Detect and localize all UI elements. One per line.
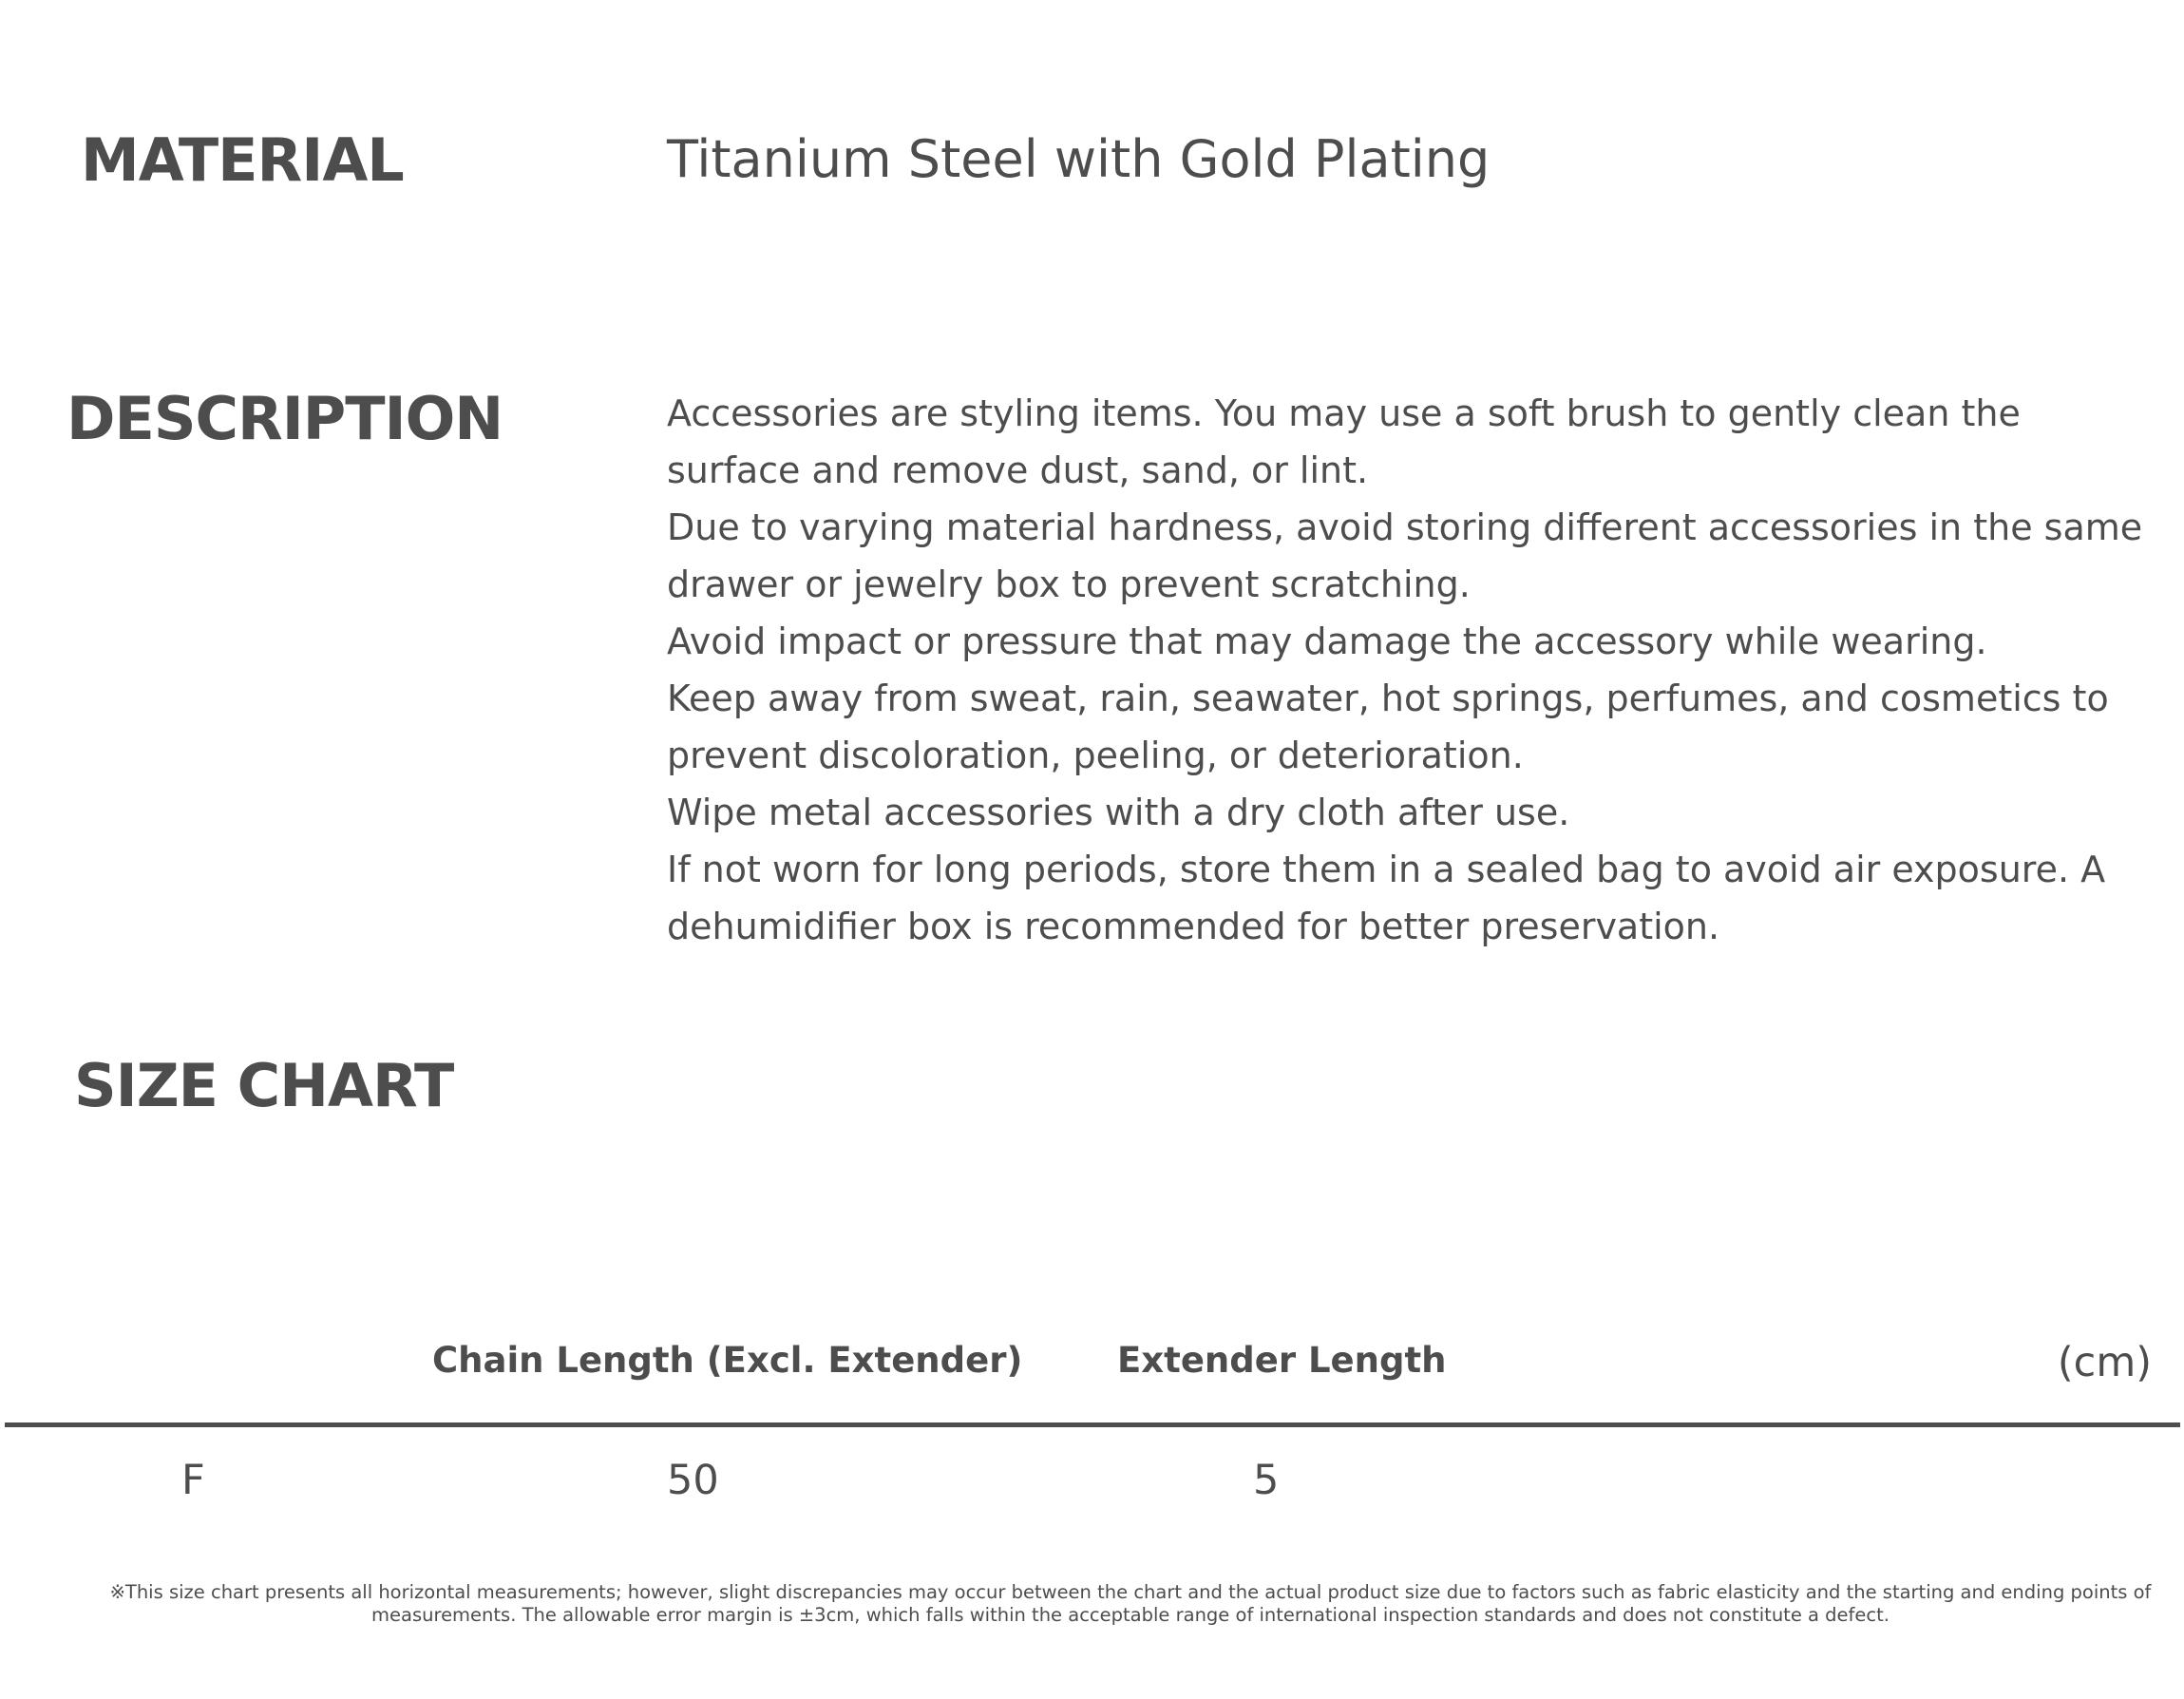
- description-paragraph: Due to varying material hardness, avoid storing different accessories in the same drawer or jewelry box to prevent scratching.: [667, 506, 2143, 605]
- cell-extender-length: 5: [1253, 1457, 1280, 1504]
- description-paragraph: Wipe metal accessories with a dry cloth after use.: [667, 792, 1570, 833]
- column-header-chain-length: Chain Length (Excl. Extender): [432, 1340, 1023, 1381]
- description-text: [667, 385, 2149, 955]
- size-chart-footnote: ※This size chart presents all horizontal measurements; however, slight discrepancies may occur between the chart and the actual product size due to factors such as fabric elasticity and the starting and ending points of measurements. The allowable error margin is ±3cm, which falls within the acceptable range of international inspection standards and does not constitute a defect.: [109, 1581, 2152, 1626]
- column-header-extender-length: Extender Length: [1117, 1340, 1447, 1381]
- material-value: Titanium Steel with Gold Plating: [667, 129, 1491, 189]
- cell-chain-length: 50: [667, 1457, 719, 1504]
- description-paragraph: Keep away from sweat, rain, seawater, hot springs, perfumes, and cosmetics to prevent discoloration, peeling, or deterioration.: [667, 678, 2109, 776]
- unit-label: (cm): [2057, 1339, 2152, 1386]
- material-heading: MATERIAL: [81, 125, 404, 195]
- table-divider: [5, 1422, 2180, 1427]
- description-paragraph: If not worn for long periods, store them in a sealed bag to avoid air exposure. A dehumidifier box is recommended for better preservation.: [667, 849, 2106, 947]
- cell-size: F: [181, 1457, 205, 1504]
- description-paragraph: Avoid impact or pressure that may damage the accessory while wearing.: [667, 620, 1987, 662]
- size-chart-heading: SIZE CHART: [74, 1051, 454, 1120]
- description-heading: DESCRIPTION: [66, 384, 503, 453]
- description-paragraph: Accessories are styling items. You may use a soft brush to gently clean the surface and remove dust, sand, or lint.: [667, 392, 2021, 491]
